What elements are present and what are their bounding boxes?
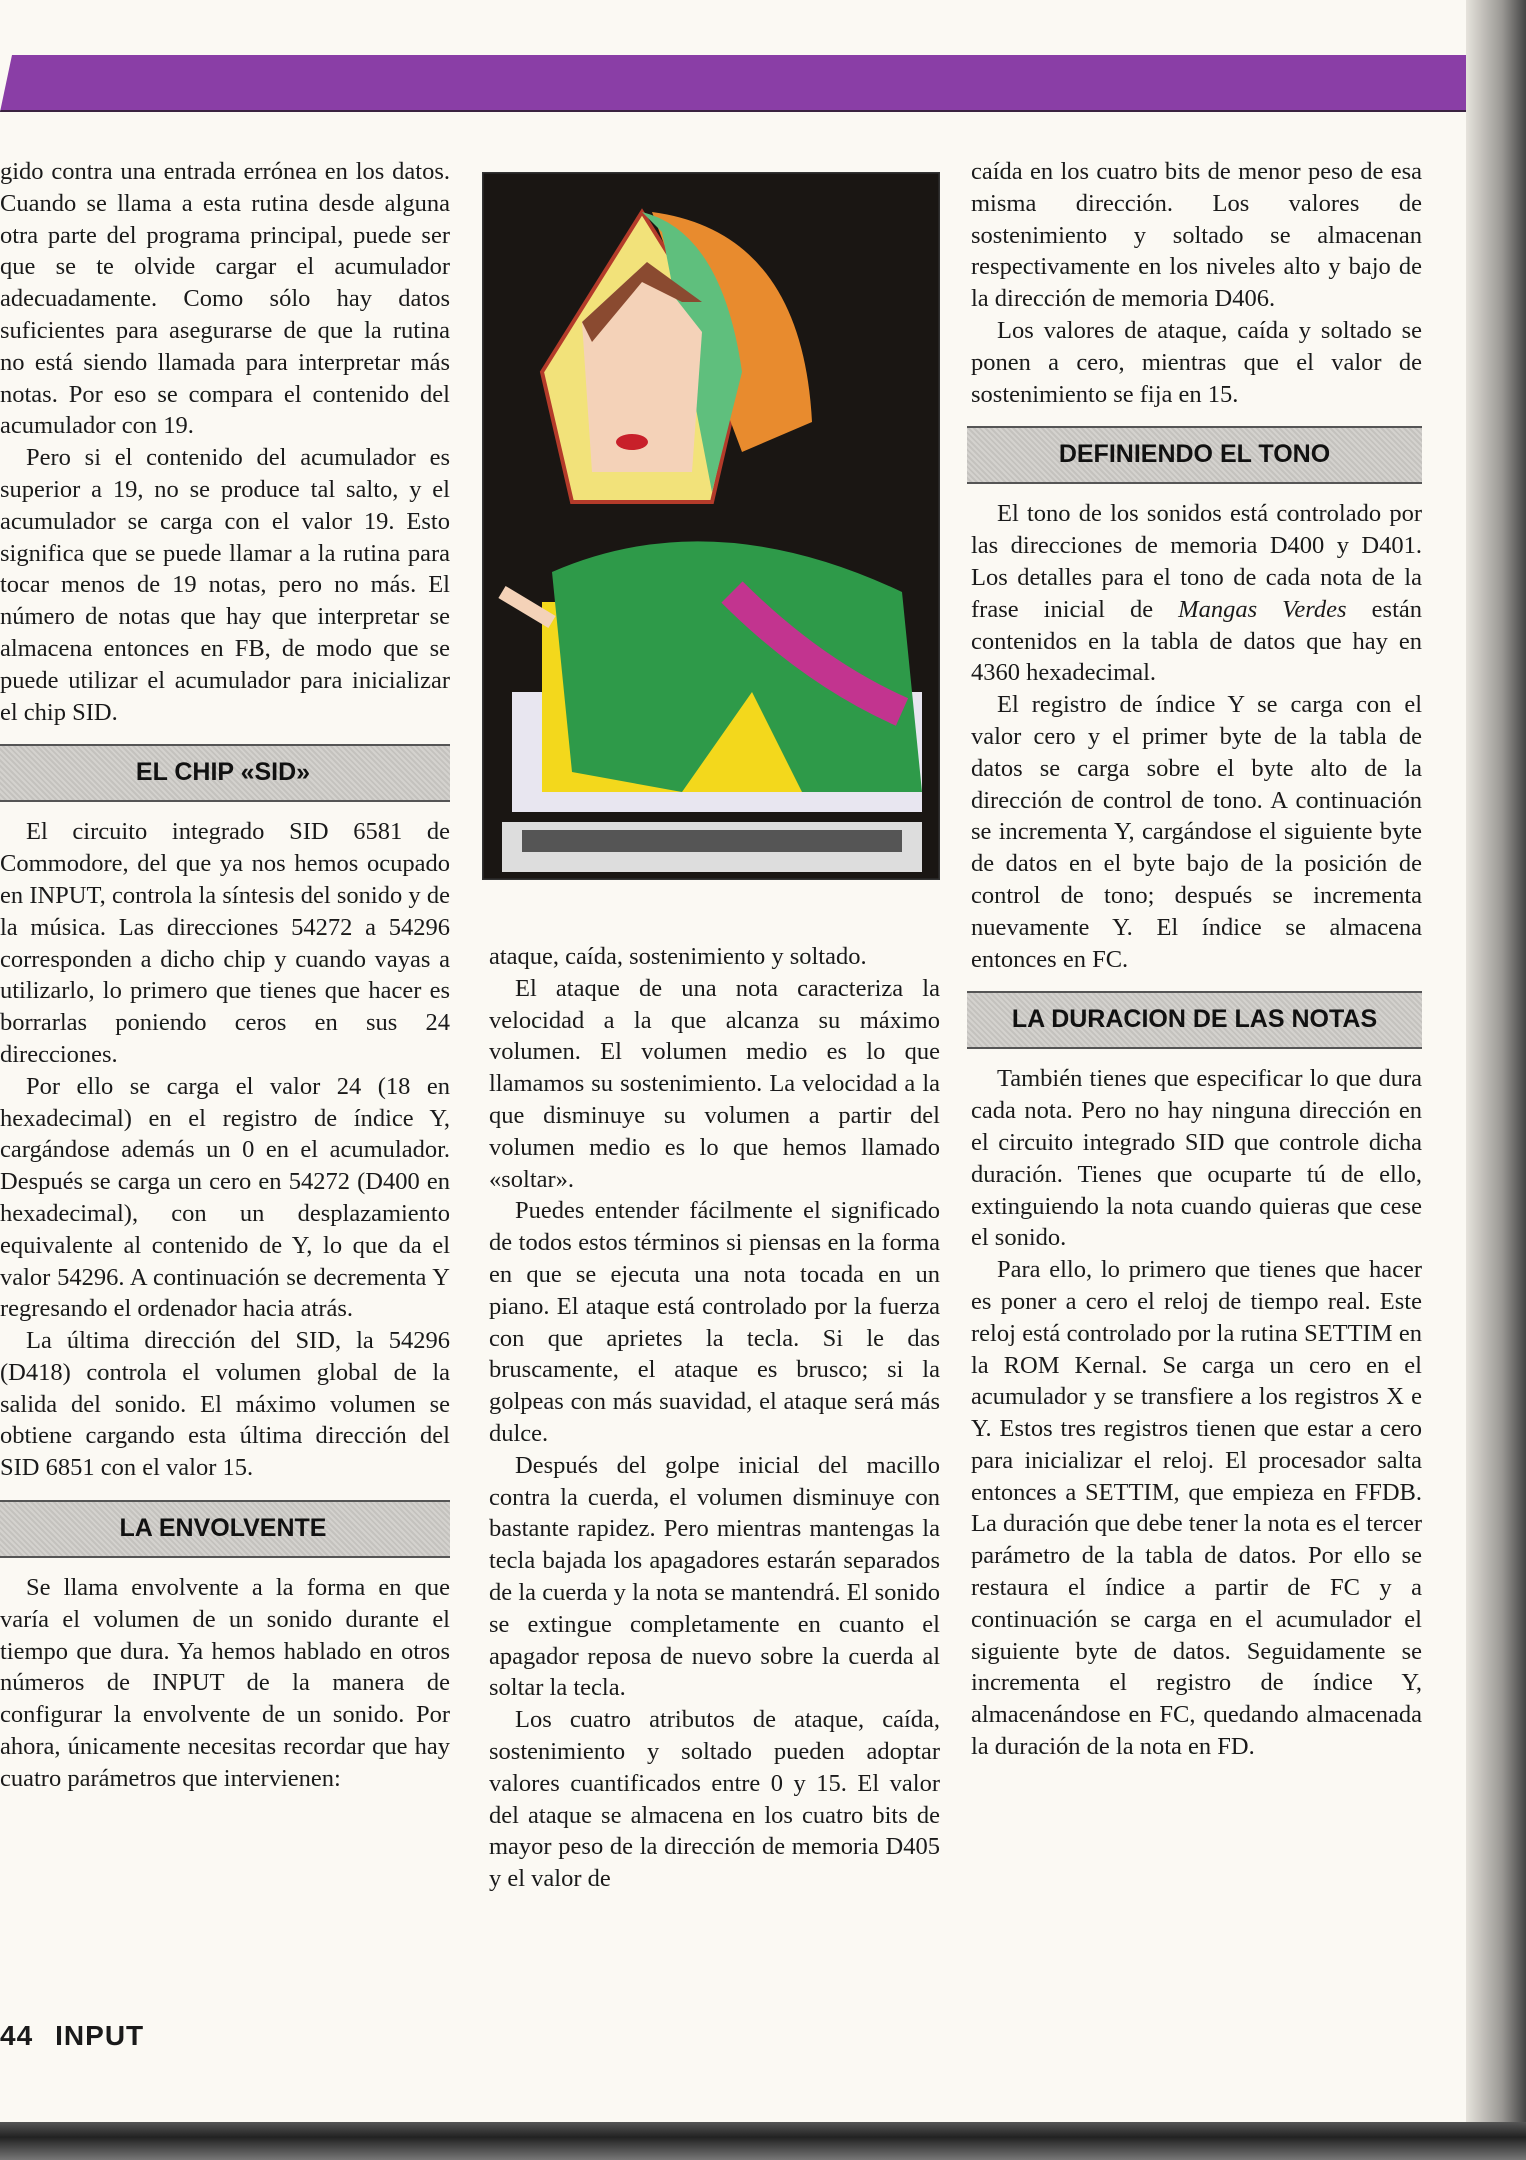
paragraph: Puedes entender fácilmente el significado de todos estos términos si piensas en la forma en que se ejecuta una nota tocada en un piano. El ataque está controlado por la fuerza con que aprietes la tecla. Si le das bruscamente, el ataque es brusco; si la golpeas con más suavidad, el ataque será más dulce. [489, 1197, 940, 1447]
section-heading: EL CHIP «SID» [0, 744, 450, 802]
section-heading: LA ENVOLVENTE [0, 1500, 450, 1558]
column-right [971, 156, 1422, 1763]
paragraph: El registro de índice Y se carga con el valor cero y el primer byte de la tabla de datos se carga sobre el byte alto de la dirección de control de tono. A continuación se incrementa Y, cargándose el siguiente byte de datos en el byte bajo de la posición de control de tono; después se incrementa nuevamente Y. El índice se almacena entonces en FC. [971, 691, 1422, 973]
paragraph: caída en los cuatro bits de menor peso de esa misma dirección. Los valores de sostenimiento y soltado se almacenan respectivamente en los niveles alto y bajo de la dirección de memoria D406. [971, 158, 1422, 313]
paragraph: Por ello se carga el valor 24 (18 en hexadecimal) en el registro de índice Y, cargándose además un 0 en el acumulador. Después se carga un cero en 54272 (D400 en hexadecimal), con un desplazamiento equivalente al contenido de Y, lo que da el valor 54296. A continuación se decrementa Y regresando el ordenador hacia atrás. [0, 1072, 450, 1323]
paragraph: El ataque de una nota caracteriza la velocidad a la que alcanza su máximo volumen. El volumen medio es lo que llamamos su sostenimiento. La velocidad a la que disminuye su volumen a partir del volumen medio es lo que hemos llamado «soltar». [489, 974, 940, 1193]
paragraph [971, 498, 1422, 689]
column-left [0, 156, 450, 1795]
text: están contenidos en la tabla de datos que hay en 4360 hexadecimal. [971, 595, 1423, 687]
page-number: 44 [0, 2020, 34, 2051]
illustration-woman-at-computer [482, 172, 940, 880]
paragraph: El circuito integrado SID 6581 de Commodore, del que ya nos hemos ocupado en INPUT, controla la síntesis del sonido y de la música. Las direcciones 54272 a 54296 corresponden a dicho chip y cuando vayas a utilizarlo, lo primero que tienes que hacer es borrarlas poniendo ceros en sus 24 direcciones. [0, 818, 450, 1068]
paragraph: gido contra una entrada errónea en los datos. Cuando se llama a esta rutina desde alguna otra parte del programa principal, puede ser que se te olvide cargar el acumulador adecuadamente. Como sólo hay datos suficientes para asegurarse de que la rutina no está siendo llamada para interpretar más notas. Por eso se compara el contenido del acumulador con 19. [0, 158, 450, 440]
paragraph: ataque, caída, sostenimiento y soltado. [489, 943, 867, 970]
section-heading: LA DURACION DE LAS NOTAS [967, 991, 1422, 1049]
header-color-band [0, 55, 1470, 112]
page-bottom-edge [0, 2122, 1526, 2160]
page-edge-shadow [1466, 0, 1526, 2160]
magazine-name: INPUT [55, 2020, 145, 2051]
paragraph: Pero si el contenido del acumulador es superior a 19, no se produce tal salto, y el acumulador se carga con el valor 19. Esto significa que se puede llamar a la rutina para tocar menos de 19 notas, pero no más. El número de notas que hay que interpretar se almacena entonces en FB, de modo que se puede utilizar el acumulador para inicializar el chip SID. [0, 444, 450, 726]
song-title: Mangas Verdes [1178, 595, 1347, 623]
section-heading: DEFINIENDO EL TONO [967, 426, 1422, 484]
paragraph: Los valores de ataque, caída y soltado se ponen a cero, mientras que el valor de sostenimiento se fija en 15. [971, 316, 1422, 408]
paragraph: Para ello, lo primero que tienes que hacer es poner a cero el reloj de tiempo real. Este reloj está controlado por la rutina SETTIM en la ROM Kernal. Se carga un cero en el acumulador y se transfiere a los registros X e Y. Estos tres registros tienen que estar a cero para inicializar el reloj. El procesador salta entonces a SETTIM, que empieza en FFDB. La duración que debe tener la nota es el tercer parámetro de la tabla de datos. Por ello se restaura el índice a partir de FC y a continuación se carga en el acumulador el siguiente byte de datos. Seguidamente se incrementa el registro de índice Y, almacenándose en FC, quedando almacenada la duración de la nota en FD. [971, 1256, 1422, 1761]
paragraph: Se llama envolvente a la forma en que varía el volumen de un sonido durante el tiempo que dura. Ya hemos hablado en otros números de INPUT de la manera de configurar la envolvente de un sonido. Por ahora, únicamente necesitas recordar que hay cuatro parámetros que intervienen: [0, 1574, 450, 1792]
text: El tono de los sonidos está controlado por las direcciones de memoria D400 y D401. Los detalles para el tono de cada nota de la frase inicial de [971, 500, 1422, 623]
paragraph: También tienes que especificar lo que dura cada nota. Pero no hay ninguna dirección en el circuito integrado SID que controle dicha duración. Tienes que ocuparte tú de ello, extinguiendo la nota cuando quieras que cese el sonido. [971, 1065, 1422, 1252]
column-middle [489, 941, 940, 1895]
page-footer [0, 2020, 166, 2052]
paragraph: La última dirección del SID, la 54296 (D418) controla el volumen global de la salida del sonido. El máximo volumen se obtiene cargando esta última dirección del SID 6851 con el valor 15. [0, 1327, 450, 1482]
paragraph: Los cuatro atributos de ataque, caída, sostenimiento y soltado pueden adoptar valores cuantificados entre 0 y 15. El valor del ataque se almacena en los cuatro bits de mayor peso de la dirección de memoria D405 y el valor de [489, 1706, 940, 1893]
paragraph: Después del golpe inicial del macillo contra la cuerda, el volumen disminuye con bastante rapidez. Pero mientras mantengas la tecla bajada los apagadores estarán separados de la cuerda y la nota se mantendrá. El sonido se extingue completamente en cuanto el apagador reposa de nuevo sobre la cuerda al soltar la tecla. [489, 1451, 940, 1702]
